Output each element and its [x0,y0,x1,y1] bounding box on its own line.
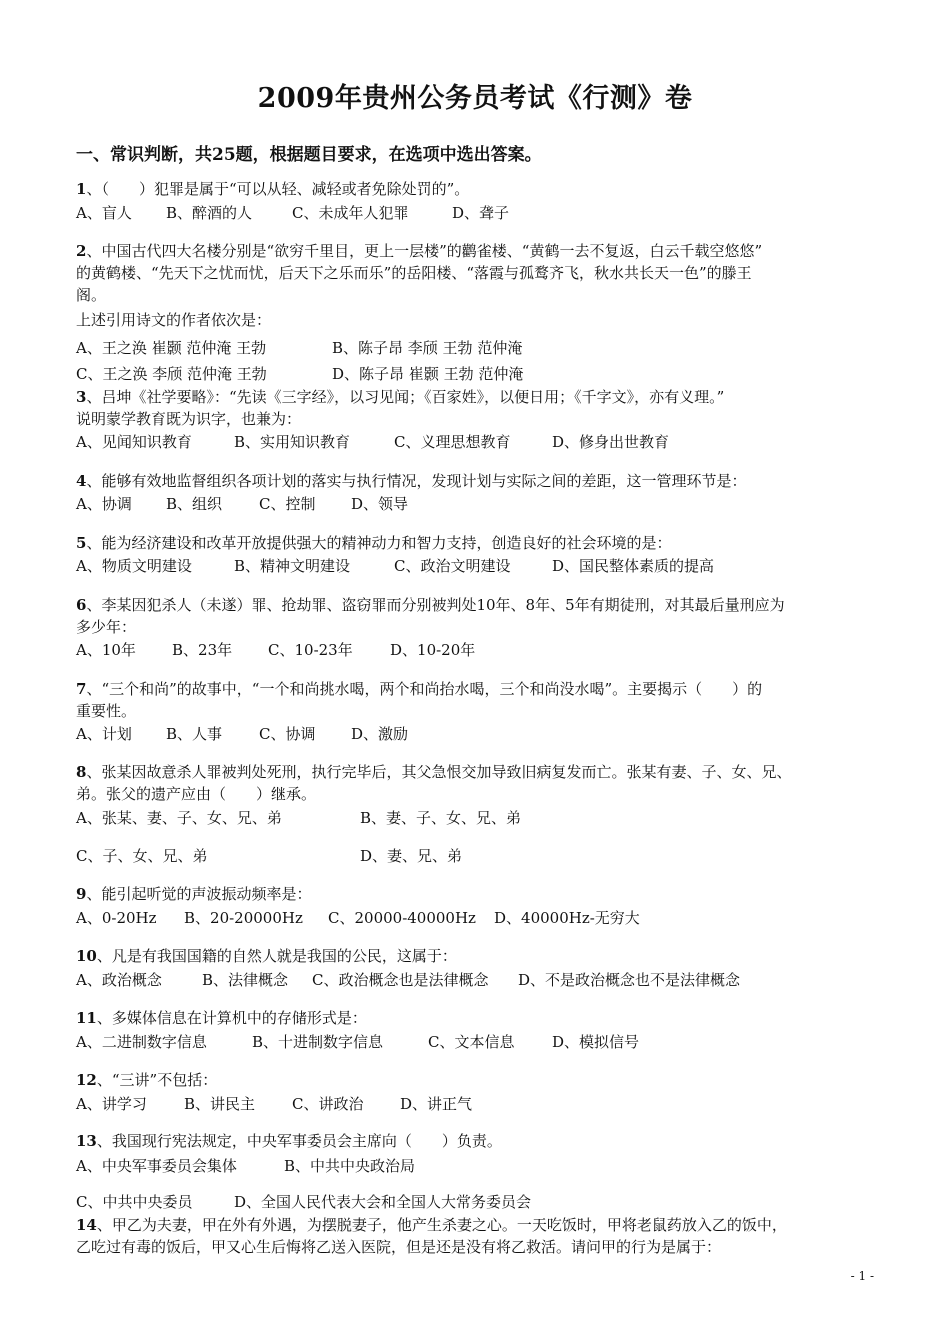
question-number: 14 [76,1216,97,1234]
question-4 [76,471,746,491]
question-11 [76,1008,367,1028]
section-heading: 一、常识判断，共25题，根据题目要求，在选项中选出答案。 [76,145,542,165]
question-2 [76,241,762,261]
option-a: A、讲学习 [76,1095,147,1113]
option-c: C、义理思想教育 [394,433,511,451]
question-text-line: 的黄鹤楼、“先天下之忧而忧，后天下之乐而乐”的岳阳楼、“落霞与孤鹜齐飞，秋水共长天一色”的滕王 [76,264,752,282]
question-number: 4 [76,472,87,490]
question-number: 5 [76,534,87,552]
question-number: 9 [76,885,87,903]
option-d: D、国民整体素质的提高 [552,557,715,575]
option-b: B、23年 [172,641,233,659]
option-b: B、20-20000Hz [184,909,303,927]
option-d: D、修身出世教育 [552,433,670,451]
question-number: 11 [76,1009,97,1027]
question-text-line: 多少年： [76,618,137,636]
question-text: 、张某因故意杀人罪被判处死刑，执行完毕后，其父急恨交加导致旧病复发而亡。张某有妻、子、女、兄、 [86,763,792,781]
option-b: B、陈子昂 李颀 王勃 范仲淹 [332,339,523,357]
question-10 [76,946,457,966]
question-13 [76,1131,502,1151]
question-text: 、“三讲”不包括： [96,1071,218,1089]
question-number: 6 [76,596,87,614]
option-c: C、20000-40000Hz [328,909,476,927]
question-text-line: 上述引用诗文的作者依次是： [76,311,272,329]
option-a: A、张某、妻、子、女、兄、弟 [76,809,282,827]
option-c: C、中共中央委员 [76,1193,193,1211]
option-a: A、二进制数字信息 [76,1033,207,1051]
question-12 [76,1070,217,1090]
option-a: A、物质文明建设 [76,557,192,575]
option-a: A、王之涣 崔颢 范仲淹 王勃 [76,339,267,357]
option-d: D、妻、兄、弟 [360,847,463,865]
option-a: A、0-20Hz [76,909,157,927]
question-9 [76,884,311,904]
option-d: D、陈子昂 崔颢 王勃 范仲淹 [332,365,524,383]
option-a: A、见闻知识教育 [76,433,192,451]
option-c: C、政治文明建设 [394,557,511,575]
question-3 [76,387,724,407]
option-d: D、领导 [351,495,409,513]
option-c: C、10-23年 [268,641,353,659]
option-c: C、文本信息 [428,1033,515,1051]
option-c: C、子、女、兄、弟 [76,847,208,865]
question-text: 、能够有效地监督组织各项计划的落实与执行情况，发现计划与实际之间的差距，这一管理环节是： [86,472,747,490]
option-d: D、聋子 [452,204,510,222]
question-number: 13 [76,1132,97,1150]
page-title: 2009年贵州公务员考试《行测》卷 [257,83,693,114]
option-b: B、醉酒的人 [166,204,253,222]
option-a: A、政治概念 [76,971,162,989]
option-d: D、激励 [351,725,409,743]
question-text: 、能引起听觉的声波振动频率是： [86,885,312,903]
question-6 [76,595,785,615]
option-c: C、讲政治 [292,1095,364,1113]
option-a: A、盲人 [76,204,132,222]
option-b: B、实用知识教育 [234,433,351,451]
question-5 [76,533,671,553]
option-d: D、讲正气 [400,1095,473,1113]
option-b: B、中共中央政治局 [284,1157,416,1175]
option-c: C、王之涣 李颀 范仲淹 王勃 [76,365,267,383]
question-number: 3 [76,388,87,406]
option-b: B、人事 [166,725,223,743]
question-text-line: 说明蒙学教育既为识字，也兼为： [76,410,302,428]
question-text-line: 阁。 [76,286,107,304]
question-number: 12 [76,1071,97,1089]
question-text: 、我国现行宪法规定，中央军事委员会主席向（ ）负责。 [96,1132,502,1150]
option-b: B、妻、子、女、兄、弟 [360,809,522,827]
question-14 [76,1215,787,1235]
question-text-line: 弟。张父的遗产应由（ ）继承。 [76,785,317,803]
question-number: 2 [76,242,87,260]
option-d: D、10-20年 [390,641,476,659]
question-number: 10 [76,947,97,965]
option-b: B、法律概念 [202,971,289,989]
question-1 [76,179,469,199]
question-text: 、甲乙为夫妻，甲在外有外遇，为摆脱妻子，他产生杀妻之心。一天吃饭时，甲将老鼠药放入乙的饭中， [96,1216,787,1234]
question-text: 、能为经济建设和改革开放提供强大的精神动力和智力支持，创造良好的社会环境的是： [86,534,672,552]
question-text: 、李某因犯杀人（未遂）罪、抢劫罪、盗窃罪而分别被判处10年、8年、5年有期徒刑，对其最后量刑应为 [86,596,785,614]
question-number: 1 [76,180,87,198]
option-b: B、精神文明建设 [234,557,351,575]
question-text-line: 重要性。 [76,702,137,720]
option-d: D、不是政治概念也不是法律概念 [518,971,741,989]
question-8 [76,762,791,782]
option-b: B、讲民主 [184,1095,256,1113]
question-text: 、吕坤《社学要略》：“先读《三字经》，以习见闻；《百家姓》，以便日用；《千字文》，亦有义理。” [86,388,725,406]
question-text: 、多媒体信息在计算机中的存储形式是： [96,1009,367,1027]
option-c: C、协调 [259,725,316,743]
option-a: A、中央军事委员会集体 [76,1157,237,1175]
question-text-line: 乙吃过有毒的饭后，甲又心生后悔将乙送入医院，但是还是没有将乙救活。请问甲的行为是属于： [76,1238,722,1256]
question-text: 、中国古代四大名楼分别是“欲穷千里目，更上一层楼”的鹳雀楼、“黄鹤一去不复返，白云千载空悠悠” [86,242,763,260]
question-text: 、凡是有我国国籍的自然人就是我国的公民，这属于： [96,947,457,965]
question-text: 、（ ）犯罪是属于“可以从轻、减轻或者免除处罚的”。 [86,180,470,198]
option-d: D、全国人民代表大会和全国人大常务委员会 [234,1193,532,1211]
option-a: A、协调 [76,495,132,513]
option-c: C、未成年人犯罪 [292,204,409,222]
option-b: B、组织 [166,495,223,513]
option-c: C、政治概念也是法律概念 [312,971,489,989]
question-7 [76,679,762,699]
option-d: D、40000Hz-无穷大 [494,909,640,927]
option-c: C、控制 [259,495,316,513]
page-number: - 1 - [850,1269,874,1283]
question-number: 7 [76,680,87,698]
question-number: 8 [76,763,87,781]
option-b: B、十进制数字信息 [252,1033,384,1051]
question-text: 、“三个和尚”的故事中，“一个和尚挑水喝，两个和尚抬水喝，三个和尚没水喝”。主要揭示（ ）的 [86,680,763,698]
option-a: A、计划 [76,725,132,743]
option-d: D、模拟信号 [552,1033,640,1051]
option-a: A、10年 [76,641,136,659]
